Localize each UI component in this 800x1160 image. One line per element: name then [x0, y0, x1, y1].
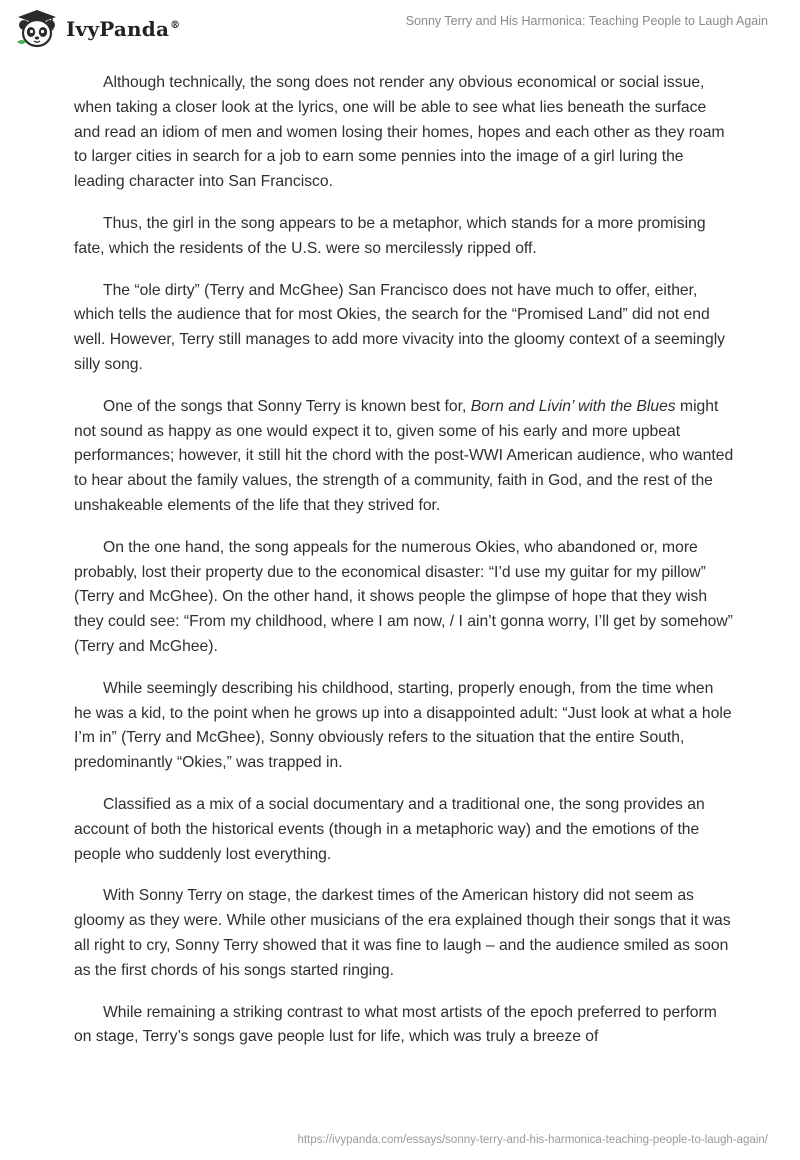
paragraph-4-rest: might not sound as happy as one would expect it to, given some of his early and more upbeat performances; however, it still hit the chord with the post-WWI American audience, who wanted to hear about the family values, the strength of a community, faith in God, and the rest of the unshakeable elements of the life that they strived for. [74, 397, 734, 514]
source-url[interactable]: https://ivypanda.com/essays/sonny-terry-and-his-harmonica-teaching-people-to-laugh-again/ [297, 1134, 768, 1146]
paragraph-4 [74, 395, 734, 519]
document-title: Sonny Terry and His Harmonica: Teaching People to Laugh Again [405, 14, 768, 28]
paragraph-4-lead: One of the songs that Sonny Terry is known best for, [103, 397, 471, 415]
panda-mascot-icon [14, 8, 60, 50]
song-title: Born and Livin’ with the Blues [470, 397, 676, 415]
paragraph-3: The “ole dirty” (Terry and McGhee) San Francisco does not have much to offer, either, which tells the audience that for most Okies, the search for the “Promised Land” did not end well. However, Terry still manages to add more vivacity into the gloomy context of a seemingly silly song. [74, 281, 726, 373]
page-header [0, 0, 800, 60]
essay-body [74, 71, 734, 1067]
paragraph-8: With Sonny Terry on stage, the darkest times of the American history did not seem as gloomy as they were. While other musicians of the era explained though their songs that it was all right to cry, Sonny Terry showed that it was fine to laugh – and the audience smiled as soon as the first chords of his songs started ringing. [74, 887, 731, 979]
paragraph-9: While remaining a striking contrast to what most artists of the epoch preferred to perform on stage, Terry’s songs gave people lust for life, which was truly a breeze of [74, 1003, 717, 1046]
paragraph-1: Although technically, the song does not render any obvious economical or social issue, when taking a closer look at the lyrics, one will be able to see what lies beneath the surface and read an idiom of men and women losing their homes, hopes and each other as they roam to larger cities in search for a job to earn some pennies into the image of a girl luring the leading character into San Francisco. [74, 74, 725, 191]
brand-name: IvyPanda® [66, 17, 181, 41]
paragraph-7: Classified as a mix of a social documentary and a traditional one, the song provides an account of both the historical events (though in a metaphoric way) and the emotions of the people who suddenly lost everything. [74, 795, 705, 863]
paragraph-2: Thus, the girl in the song appears to be a metaphor, which stands for a more promising fate, which the residents of the U.S. were so mercilessly ripped off. [74, 214, 706, 257]
paragraph-6: While seemingly describing his childhood, starting, properly enough, from the time when he was a kid, to the point when he grows up into a disappointed adult: “Just look at what a hole I’m in” (Terry and McGhee), Sonny obviously refers to the situation that the entire South, predominantly “Okies,” was trapped in. [74, 679, 732, 772]
brand-logo[interactable] [14, 8, 180, 50]
paragraph-5: On the one hand, the song appeals for the numerous Okies, who abandoned or, more probably, lost their property due to the economical disaster: “I’d use my guitar for my pillow” (Terry and McGhee). On the other hand, it shows people the glimpse of hope that they wish they could see: “From my childhood, where I am now, / I ain’t gonna worry, I’ll get by somehow” (Terry and McGhee). [74, 538, 733, 655]
